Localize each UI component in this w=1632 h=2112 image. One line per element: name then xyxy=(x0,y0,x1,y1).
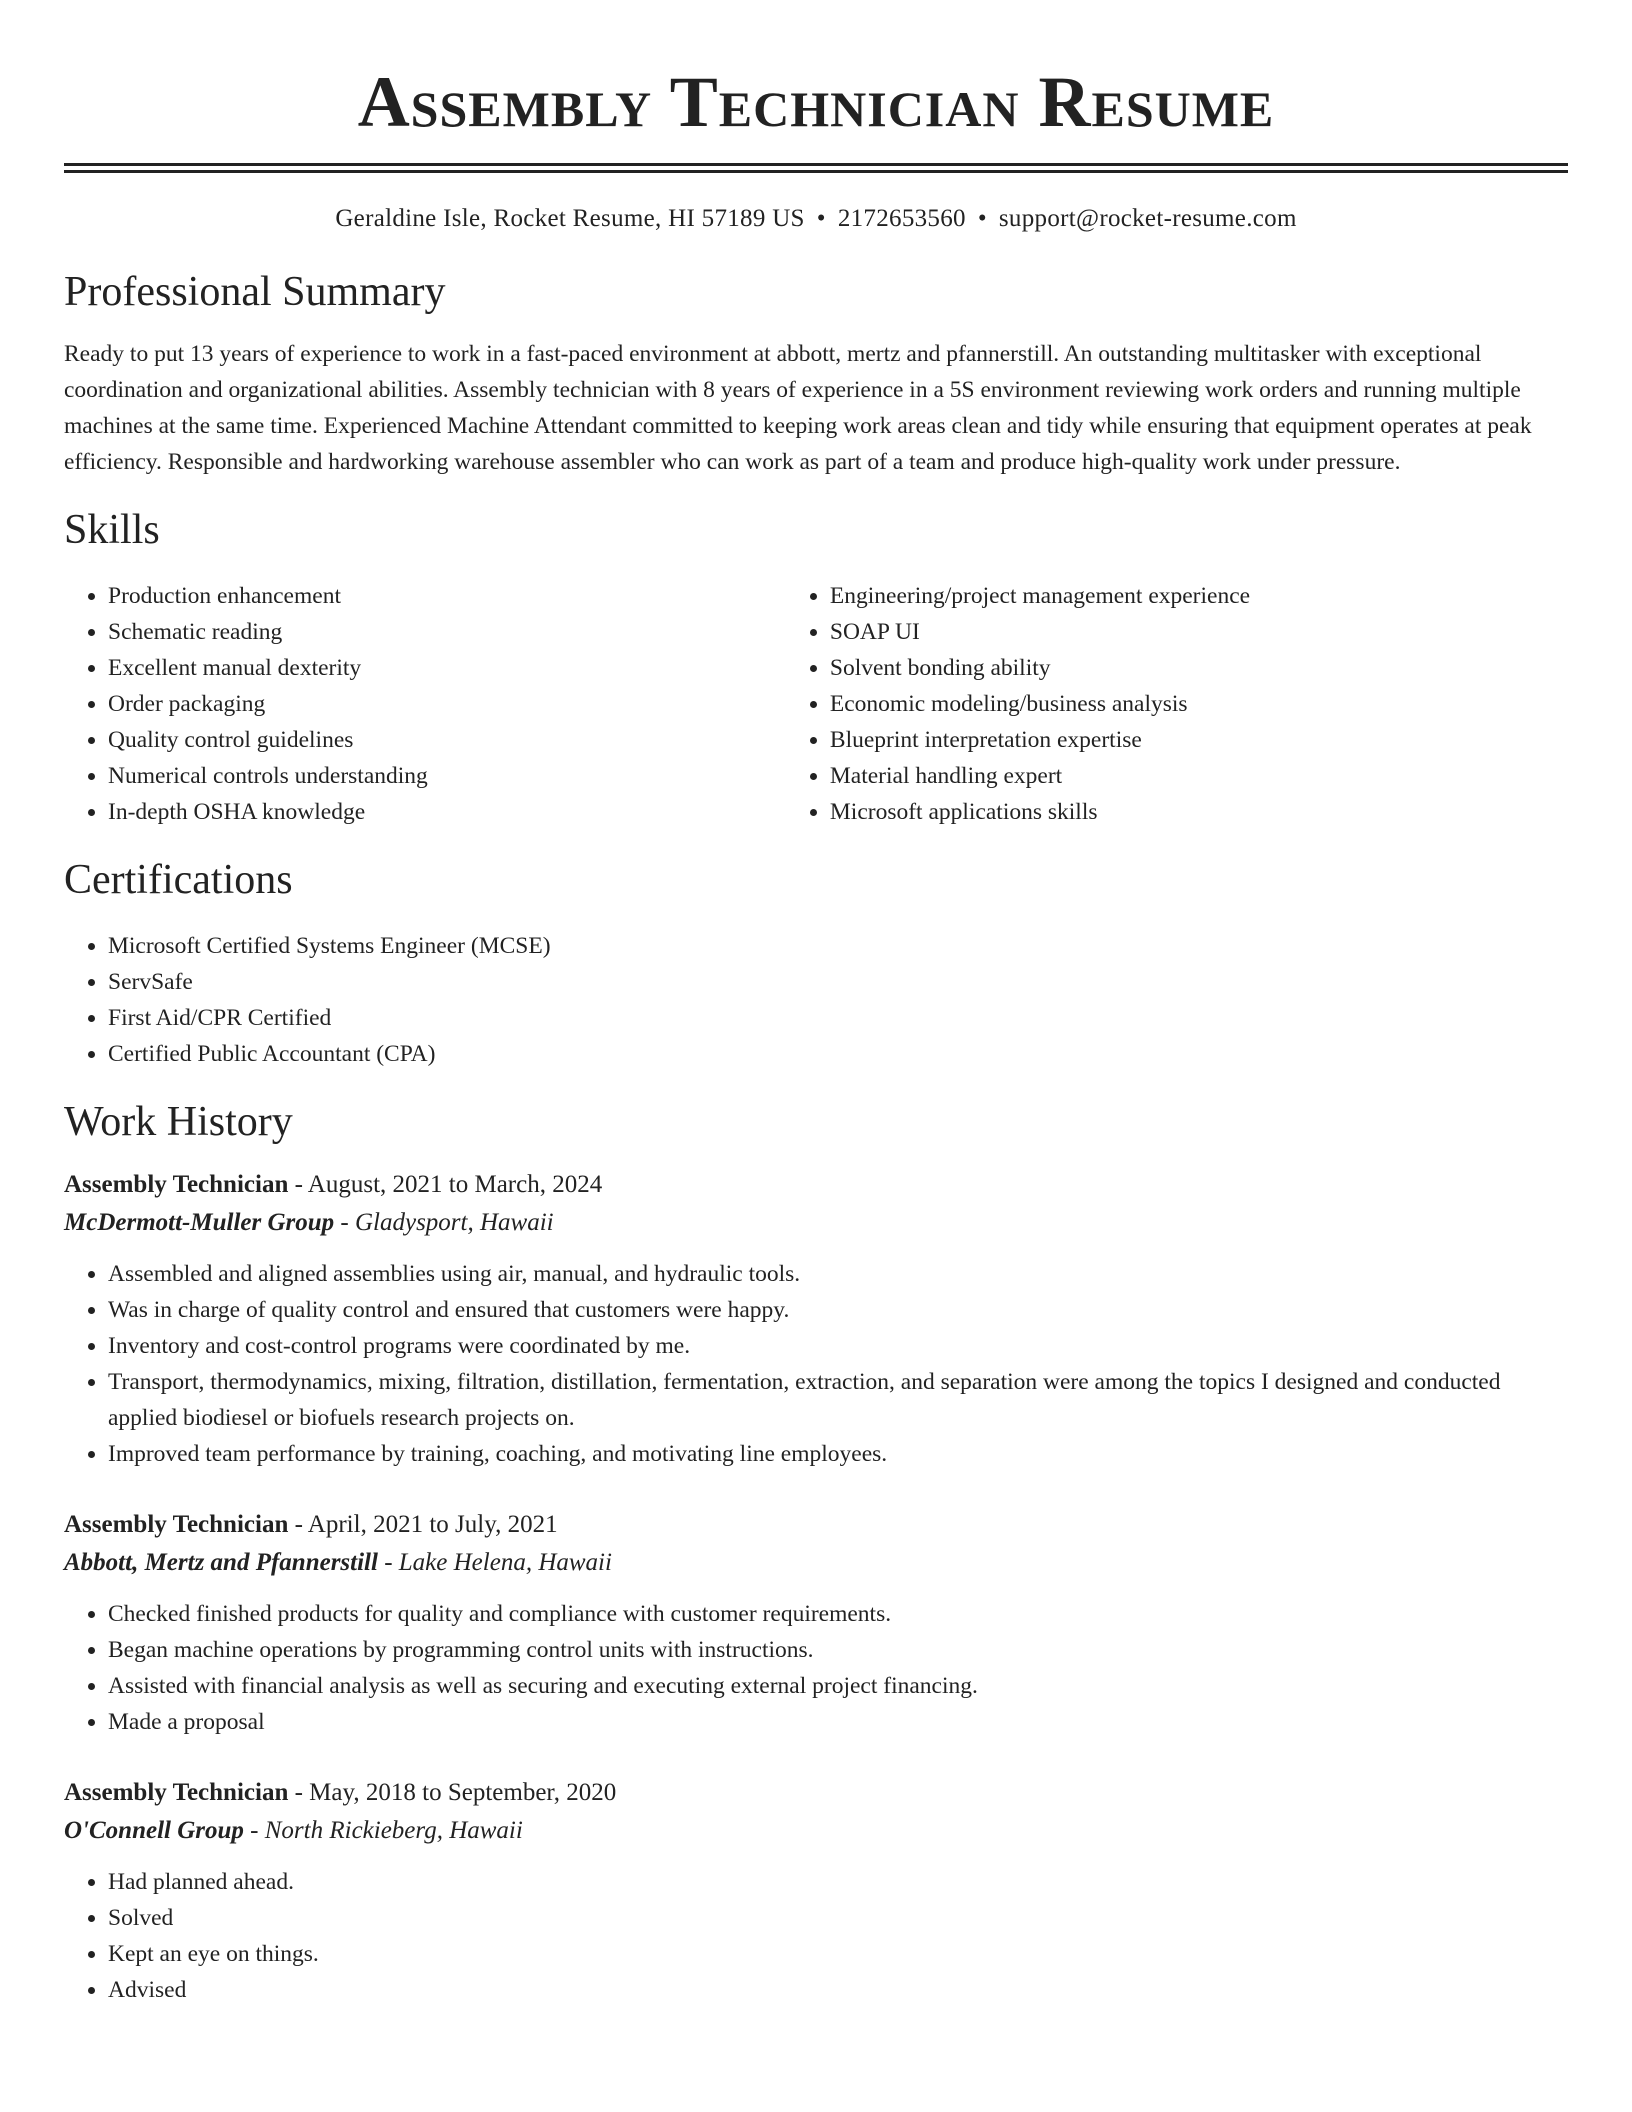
job-company: Abbott, Mertz and Pfannerstill xyxy=(64,1549,378,1576)
skill-item: • Numerical controls understanding xyxy=(108,758,786,794)
job-role: Assembly Technician xyxy=(64,1171,289,1198)
contact-separator: • xyxy=(977,205,987,232)
resume-page xyxy=(64,0,1568,2008)
job-bullet: • Improved team performance by training, coaching, and motivating line employees. xyxy=(108,1436,1568,1472)
job-entry xyxy=(64,1506,1568,1740)
job-bullets xyxy=(64,1864,1568,2008)
job-bullet: • Was in charge of quality control and ensured that customers were happy. xyxy=(108,1292,1568,1328)
job-bullet: • Advised xyxy=(108,1972,1568,2008)
job-bullet: • Began machine operations by programming control units with instructions. xyxy=(108,1632,1568,1668)
skill-item: • Material handling expert xyxy=(830,758,1568,794)
title-double-rule xyxy=(64,163,1568,173)
job-bullet: • Inventory and cost-control programs were coordinated by me. xyxy=(108,1328,1568,1364)
job-dates: - August, 2021 to March, 2024 xyxy=(288,1171,603,1198)
skills-heading: Skills xyxy=(64,507,160,553)
job-bullets xyxy=(64,1596,1568,1740)
job-role: Assembly Technician xyxy=(64,1779,289,1806)
job-entry xyxy=(64,1166,1568,1472)
skill-item: • Solvent bonding ability xyxy=(830,650,1568,686)
job-bullet: • Made a proposal xyxy=(108,1704,1568,1740)
skill-item: • Economic modeling/business analysis xyxy=(830,686,1568,722)
job-dates: - May, 2018 to September, 2020 xyxy=(288,1779,617,1806)
job-location: - Lake Helena, Hawaii xyxy=(377,1549,612,1576)
summary-heading: Professional Summary xyxy=(64,269,446,315)
skill-item: • Blueprint interpretation expertise xyxy=(830,722,1568,758)
job-company: O'Connell Group xyxy=(64,1817,244,1844)
contact-phone: 2172653560 xyxy=(837,205,966,232)
resume-title: Assembly Technician Resume xyxy=(357,62,1275,142)
job-bullet: • Kept an eye on things. xyxy=(108,1936,1568,1972)
skill-item: • Microsoft applications skills xyxy=(830,794,1568,830)
skill-item: • Engineering/project management experience xyxy=(830,578,1568,614)
certification-item: • First Aid/CPR Certified xyxy=(108,1000,1568,1036)
skill-item: • SOAP UI xyxy=(830,614,1568,650)
contact-separator: • xyxy=(816,205,826,232)
certifications-heading: Certifications xyxy=(64,857,293,903)
job-role: Assembly Technician xyxy=(64,1511,289,1538)
certifications-list xyxy=(64,928,1568,1072)
contact-line xyxy=(64,202,1568,236)
skill-item: • Excellent manual dexterity xyxy=(108,650,786,686)
work-history-heading: Work History xyxy=(64,1099,293,1145)
certification-item: • Certified Public Accountant (CPA) xyxy=(108,1036,1568,1072)
skill-item: • In-depth OSHA knowledge xyxy=(108,794,786,830)
job-bullet: • Assisted with financial analysis as well as securing and executing external project financing. xyxy=(108,1668,1568,1704)
contact-address: Geraldine Isle, Rocket Resume, HI 57189 US xyxy=(335,205,805,232)
job-location: - Gladysport, Hawaii xyxy=(334,1209,554,1236)
job-bullet: • Had planned ahead. xyxy=(108,1864,1568,1900)
certification-item: • ServSafe xyxy=(108,964,1568,1000)
job-company-line xyxy=(64,1204,1568,1242)
job-bullet: • Assembled and aligned assemblies using air, manual, and hydraulic tools. xyxy=(108,1256,1568,1292)
job-bullets xyxy=(64,1256,1568,1472)
job-title-line xyxy=(64,1774,1568,1812)
skills-list-right xyxy=(786,578,1568,830)
summary-text: Ready to put 13 years of experience to work in a fast-paced environment at abbott, mertz and pfannerstill. An outstanding multitasker with exceptional coordination and organizational abilities. Assembly technician with 8 years of experience in a 5S environment reviewing work orders and running multiple machines at the same time. Experienced Machine Attendant committed to keeping work areas clean and tidy while ensuring that equipment operates at peak efficiency. Responsible and hardworking warehouse assembler who can work as part of a team and produce high-quality work under pressure. xyxy=(64,341,1532,475)
job-company-line xyxy=(64,1544,1568,1582)
skills-list-left xyxy=(64,578,786,830)
skills-columns xyxy=(64,578,1568,830)
job-location: - North Rickieberg, Hawaii xyxy=(243,1817,523,1844)
skill-item: • Quality control guidelines xyxy=(108,722,786,758)
job-company-line xyxy=(64,1812,1568,1850)
contact-email: support@rocket-resume.com xyxy=(998,205,1297,232)
skill-item: • Order packaging xyxy=(108,686,786,722)
job-company: McDermott-Muller Group xyxy=(64,1209,335,1236)
job-title-line xyxy=(64,1166,1568,1204)
job-dates: - April, 2021 to July, 2021 xyxy=(288,1511,558,1538)
skill-item: • Production enhancement xyxy=(108,578,786,614)
job-bullet: • Solved xyxy=(108,1900,1568,1936)
job-title-line xyxy=(64,1506,1568,1544)
job-bullet: • Transport, thermodynamics, mixing, filtration, distillation, fermentation, extraction, and separation were among the topics I designed and conducted applied biodiesel or biofuels research projects on. xyxy=(108,1364,1568,1436)
job-bullet: • Checked finished products for quality and compliance with customer requirements. xyxy=(108,1596,1568,1632)
certification-item: • Microsoft Certified Systems Engineer (MCSE) xyxy=(108,928,1568,964)
job-entry xyxy=(64,1774,1568,2008)
skill-item: • Schematic reading xyxy=(108,614,786,650)
